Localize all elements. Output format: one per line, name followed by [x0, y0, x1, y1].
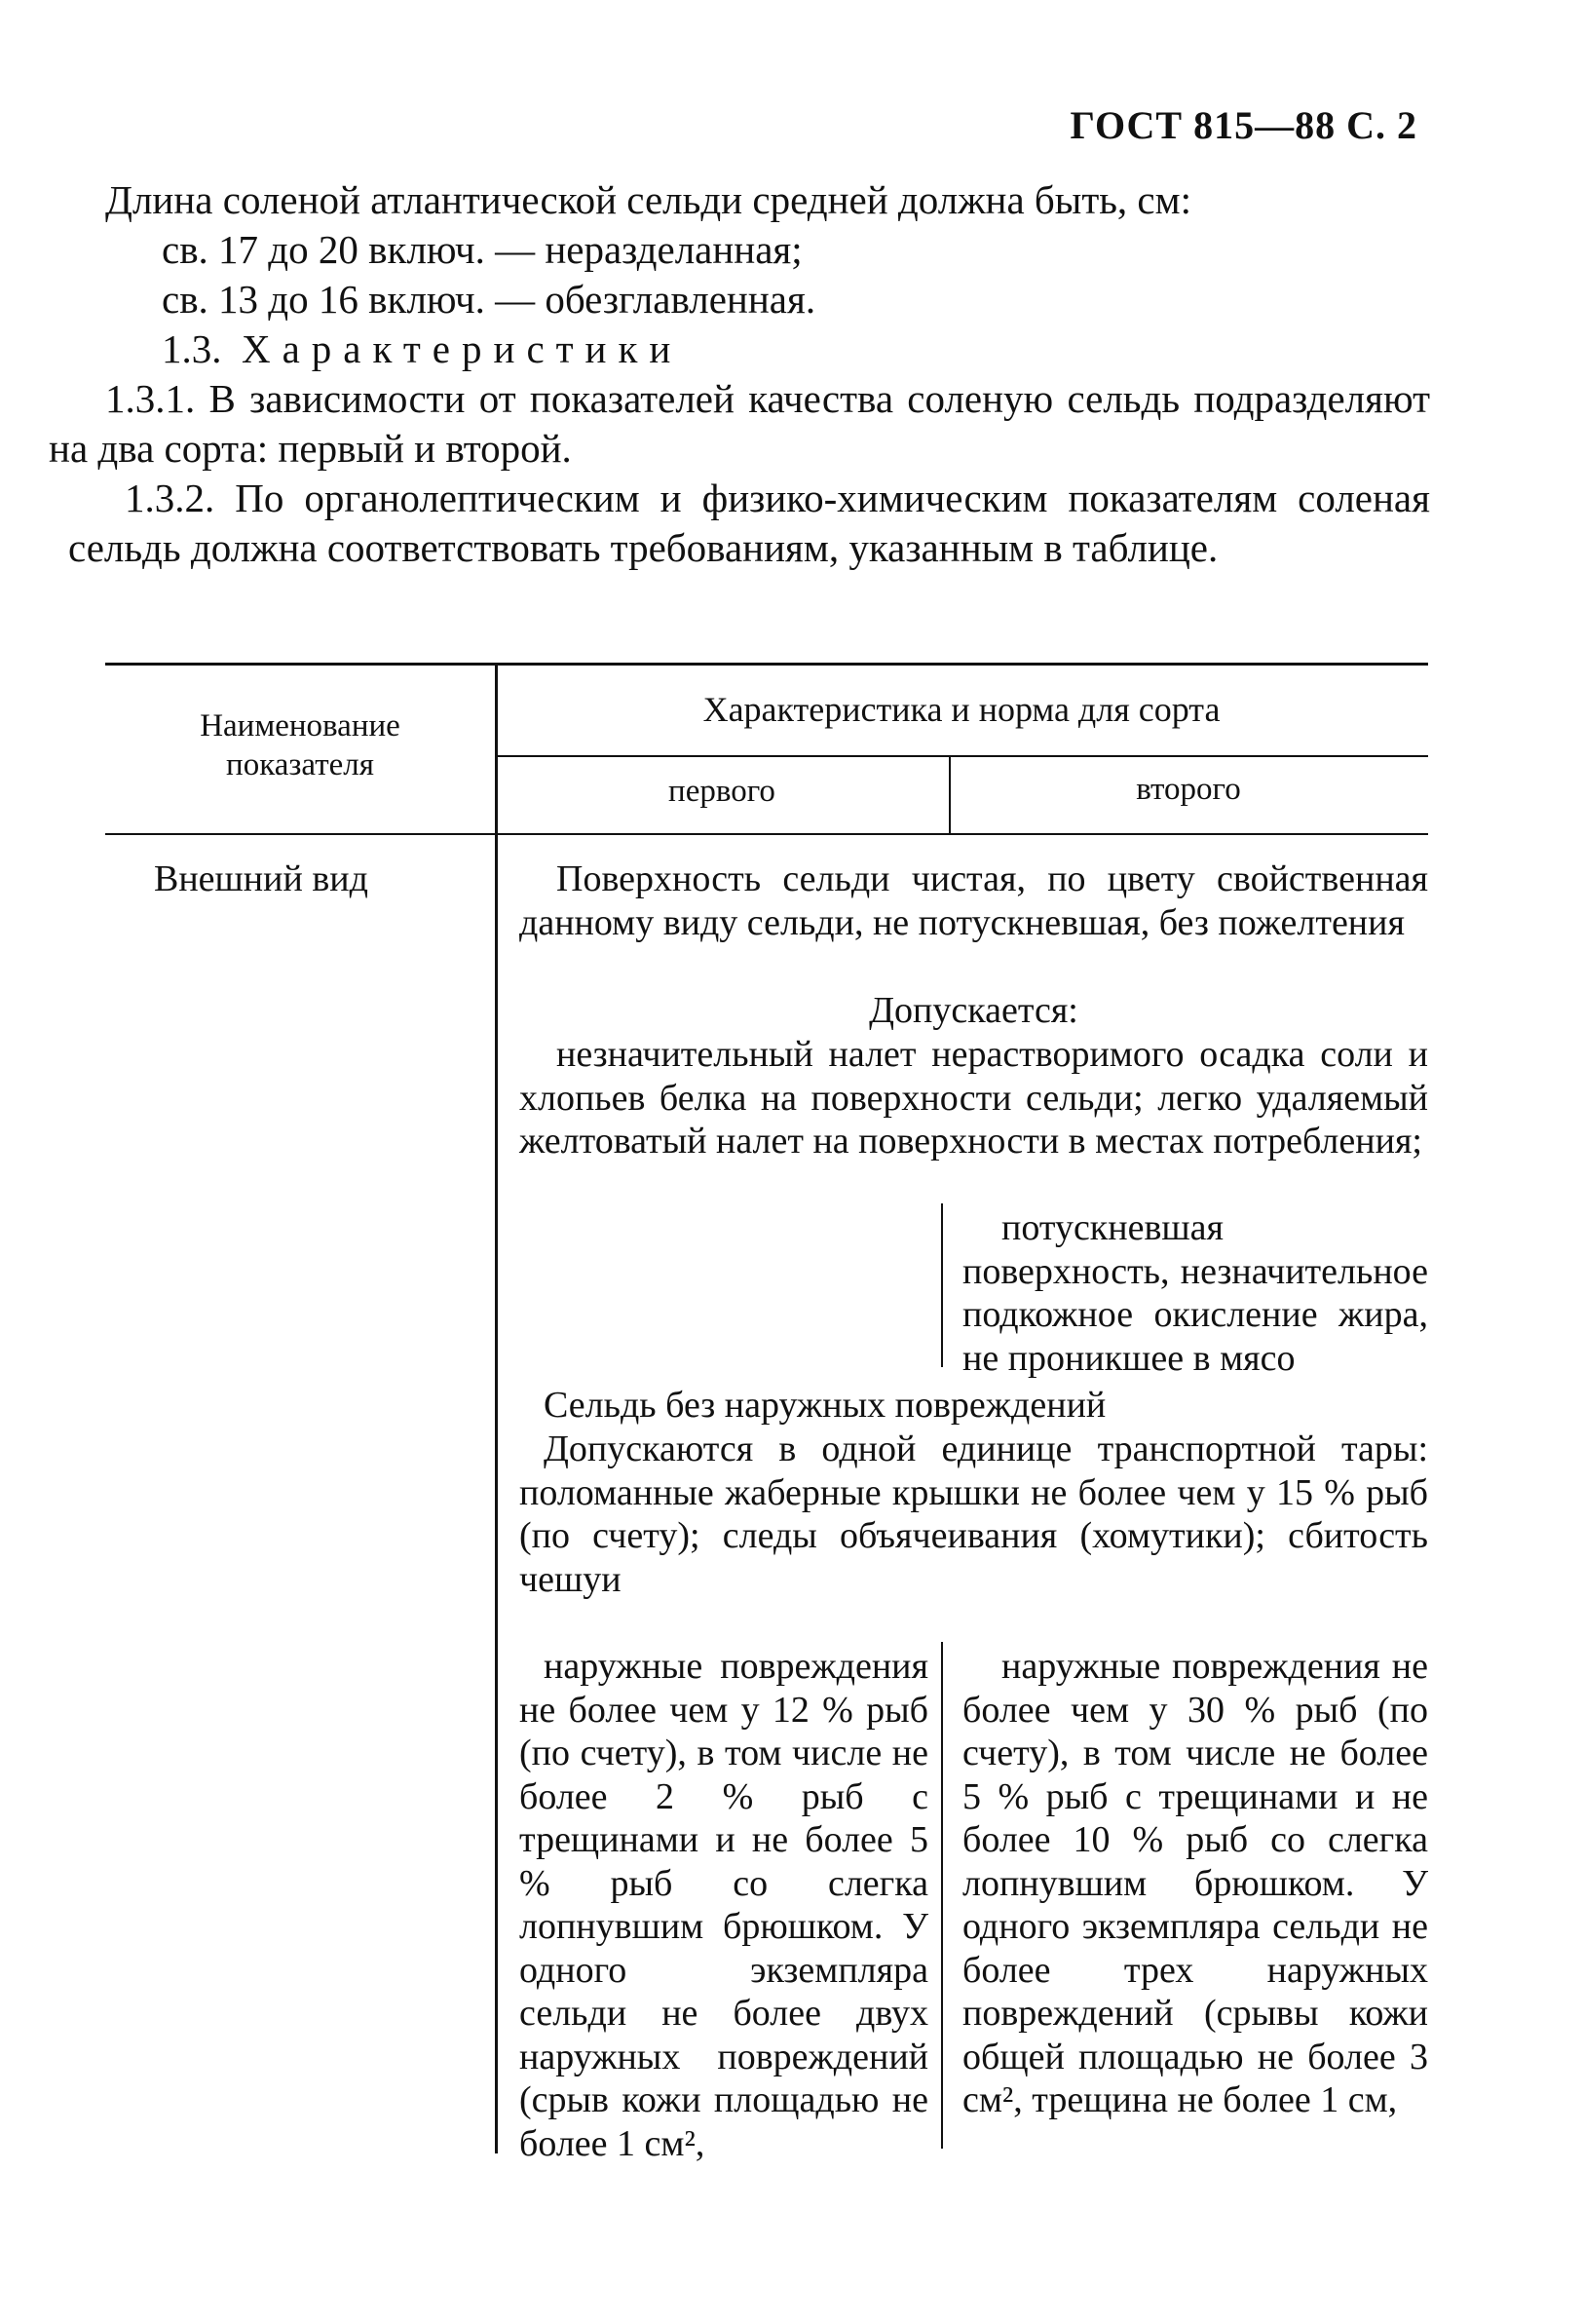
cell-damage-second: наружные повреждения не более чем у 30 % рыб (по счету), в том числе не более 5 % рыб с трещинами и не более 10 % рыб со слегка лопнувшим брюшком. У одного экземпляра сельди не более трех наружных повреждений (срывы кожи общей площадью не более 3 см², трещина не более 1 см,	[962, 1646, 1428, 2120]
cell-allowed-common: незначительный налет нерастворимого осадка соли и хлопьев белка на поверхности сельди; легко удаляемый желтоватый налет на поверхности в местах потребления;	[519, 1034, 1428, 1162]
table-top-rule	[105, 663, 1428, 666]
table-header-rule	[105, 833, 1428, 835]
paragraph-1-3-1: 1.3.1. В зависимости от показателей качества соленую сельдь подразделяют на два сорта: первый и второй.	[49, 376, 1430, 471]
col-header-first: первого	[668, 774, 775, 809]
intro-text	[49, 175, 1430, 573]
table-col-divider	[495, 663, 498, 2153]
row-label-appearance: Внешний вид	[154, 858, 368, 899]
section-heading	[105, 324, 1430, 374]
table-second-grade-divider	[941, 1203, 943, 1367]
col-header-group: Характеристика и норма для сорта	[702, 690, 1221, 729]
col-header-name: Наименование показателя	[200, 708, 400, 782]
col-header-second: второго	[1136, 772, 1241, 807]
page-header: ГОСТ 815—88 С. 2	[1070, 103, 1417, 147]
paragraph-1-3-2: 1.3.2. По органолептическим и физико-химическим показателям соленая сельдь должна соответствовать требованиям, указанным в таблице.	[68, 476, 1430, 570]
length-item-2: св. 13 до 16 включ. — обезглавленная.	[162, 277, 816, 322]
section-title: Характеристики	[242, 326, 683, 371]
length-heading: Длина соленой атлантической сельди средней должна быть, см:	[105, 177, 1191, 222]
cell-allowed-second: потускневшая поверхность, незначительное подкожное окисление жира, не проникшее в мясо	[962, 1207, 1428, 1379]
cell-no-damage: Сельдь без наружных повреждений	[544, 1385, 1107, 1426]
cell-allowed-label: Допускается:	[869, 990, 1078, 1031]
section-number: 1.3.	[162, 326, 222, 371]
length-item-1: св. 17 до 20 включ. — неразделанная;	[162, 227, 803, 272]
cell-surface-common: Поверхность сельди чистая, по цвету свойственная данному виду сельди, не потускневшая, без пожелтения	[519, 858, 1428, 943]
table-group-rule	[495, 755, 1428, 757]
cell-damage-allowed: Допускаются в одной единице транспортной тары: поломанные жаберные крышки не более чем у 15 % рыб (по счету); следы объячеивания (хомутики); сбитость чешуи	[519, 1429, 1428, 1600]
table-damage-divider	[941, 1642, 943, 2149]
quality-table	[105, 663, 1428, 2164]
cell-damage-first: наружные повреждения не более чем у 12 % рыб (по счету), в том числе не более 2 % рыб с трещинами и не более 5 % рыб со слегка лопнувшим брюшком. У одного экземпляра сельди не более двух наружных повреждений (срыв кожи площадью не более 1 см²,	[519, 1646, 928, 2164]
